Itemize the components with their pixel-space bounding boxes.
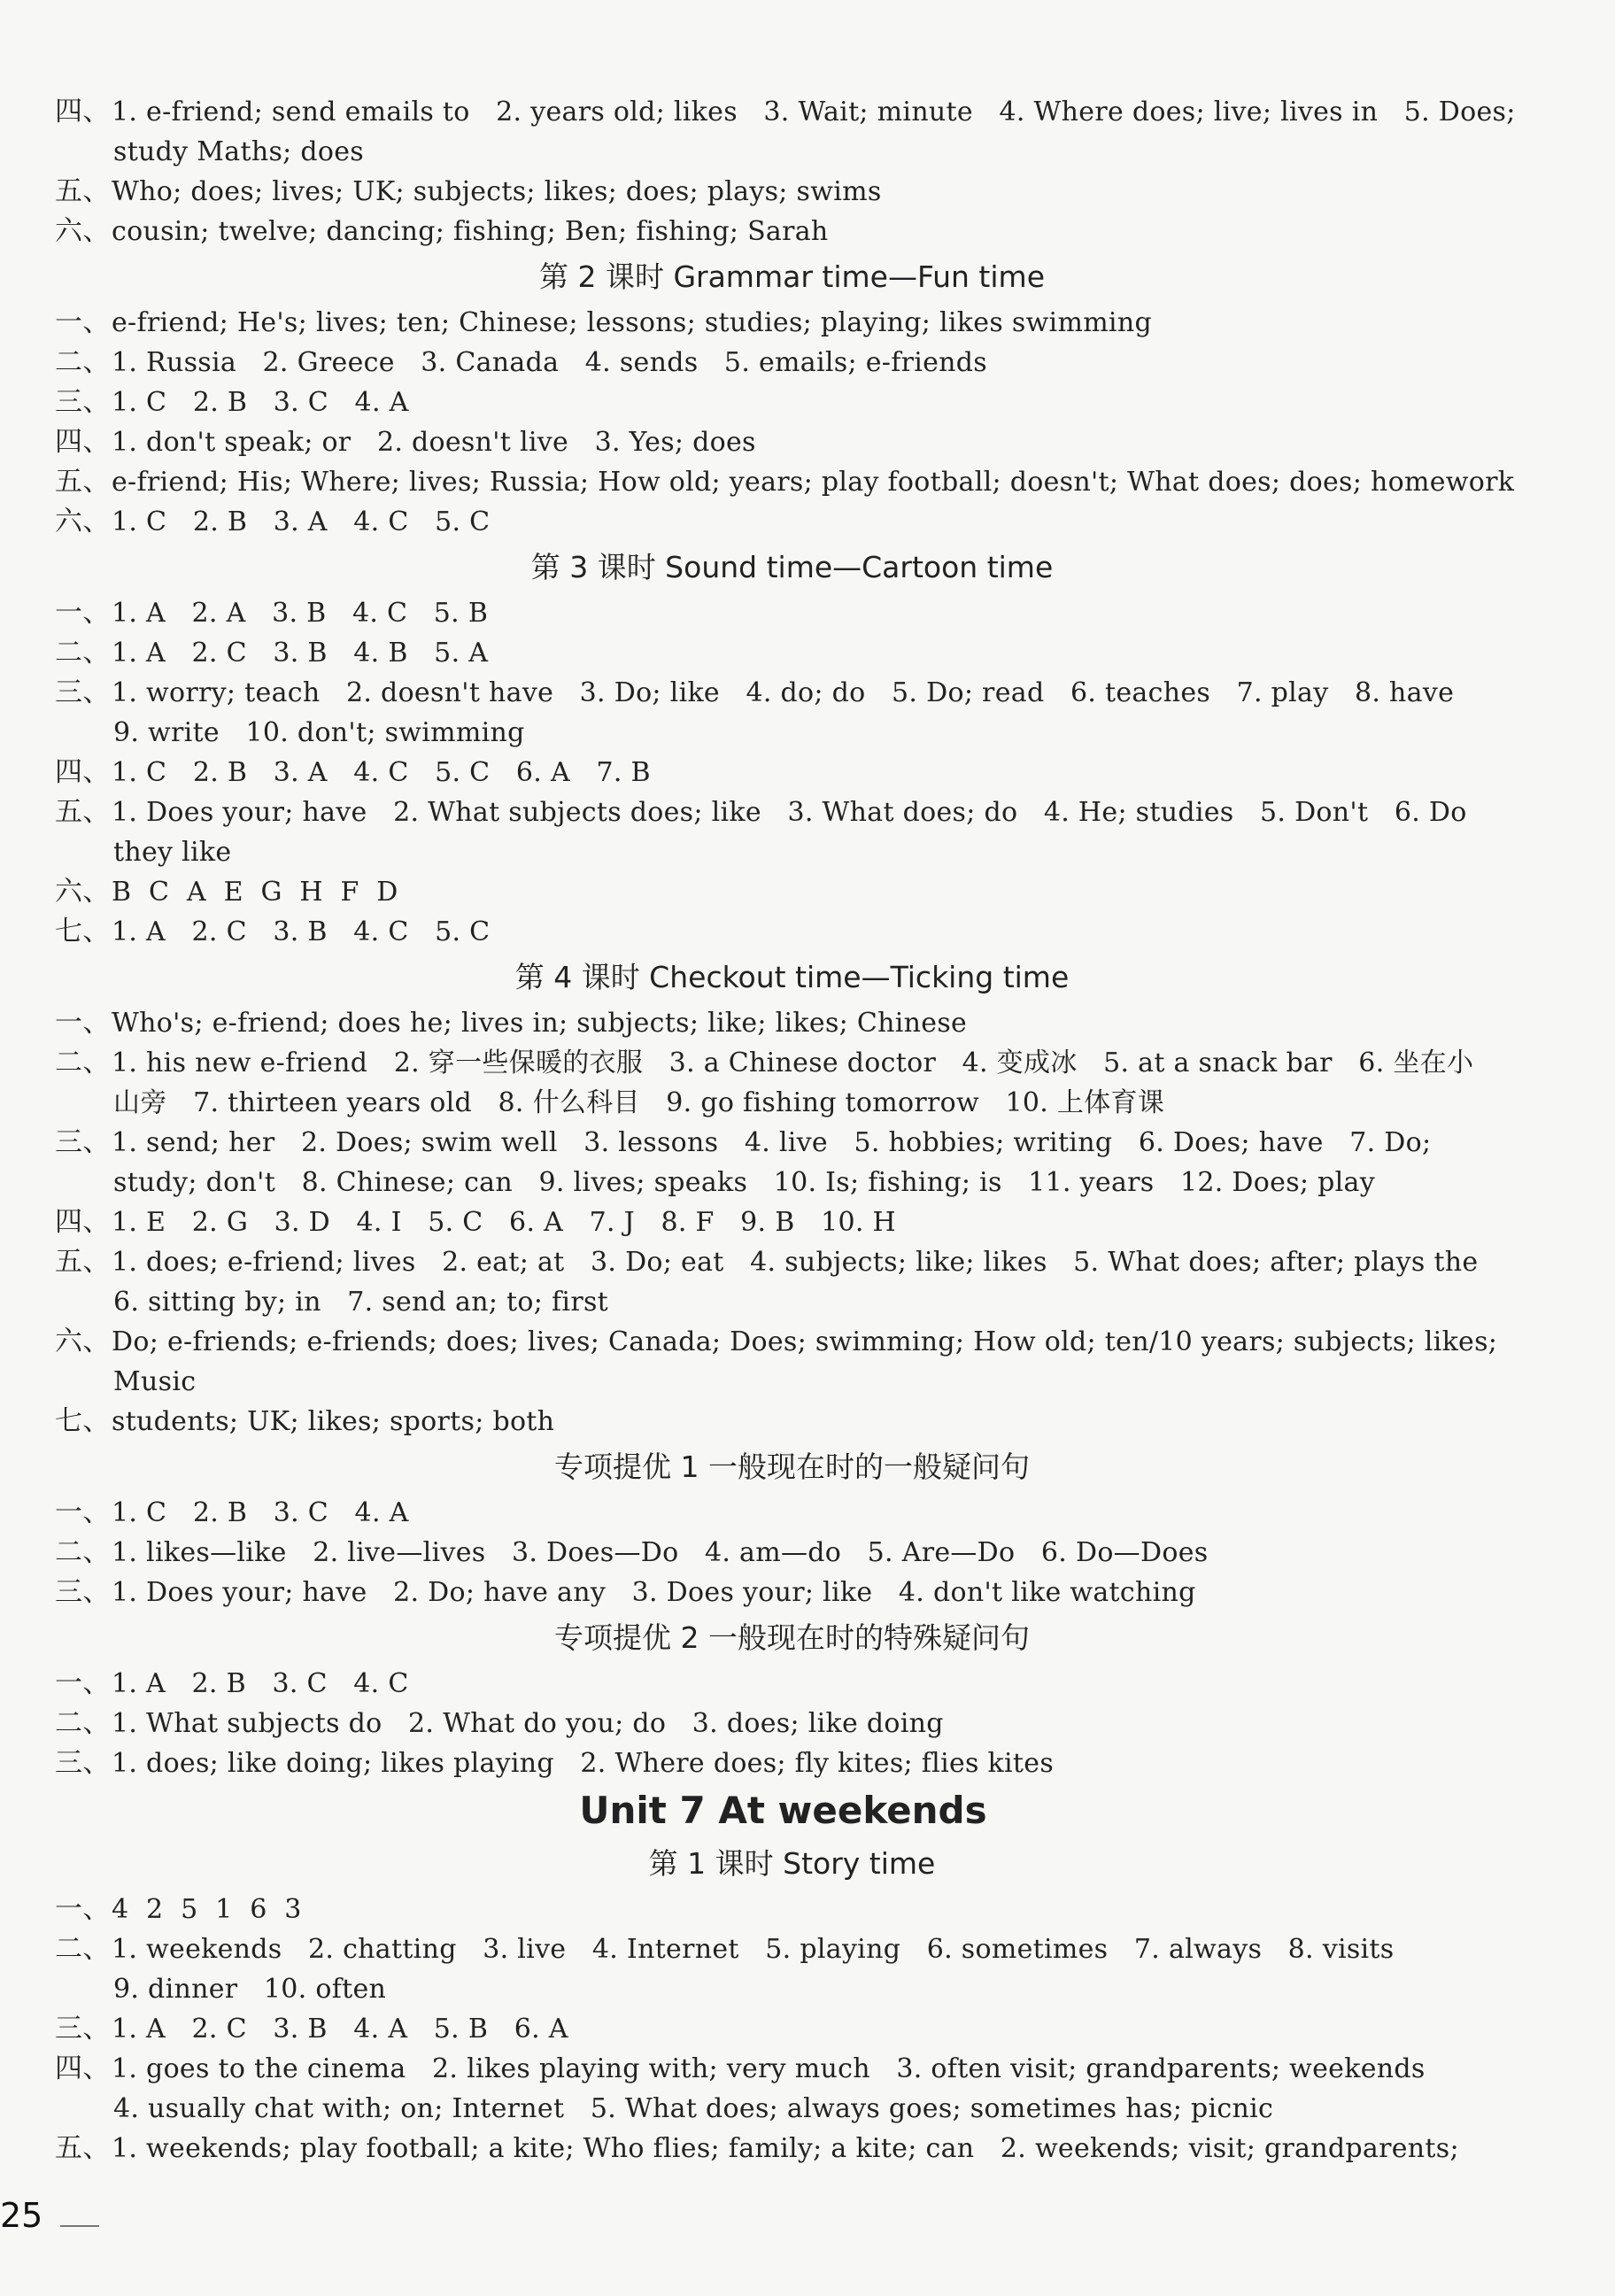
- question-number-label: 五、: [55, 1246, 111, 1278]
- answer-line: [55, 2129, 1511, 2168]
- question-number-label: 五、: [55, 2132, 111, 2164]
- section-heading: 第 3 课时 Sound time—Cartoon time: [530, 550, 1054, 584]
- answer-line: [55, 343, 1511, 383]
- answer-content: [55, 92, 1516, 2168]
- answer-text: 1. does; like doing; likes playing 2. Where does; fly kites; flies kites: [112, 1748, 1055, 1779]
- answer-text: 1. C 2. B 3. A 4. C 5. C 6. A 7. B: [112, 757, 651, 788]
- answer-text: 1. What subjects do 2. What do you; do 3. does; like doing: [112, 1708, 944, 1739]
- section-heading: 第 1 课时 Story time: [648, 1846, 936, 1881]
- section-heading: 专项提优 1 一般现在时的一般疑问句: [554, 1449, 1030, 1484]
- question-number-label: 五、: [55, 796, 111, 828]
- answer-text: 1. Does your; have 2. Do; have any 3. Does your; like 4. don't like watching: [112, 1577, 1196, 1608]
- question-number-label: 七、: [55, 1405, 111, 1437]
- answer-text: 1. A 2. A 3. B 4. C 5. B: [112, 598, 489, 629]
- answer-line: [55, 593, 1511, 633]
- answer-line: [55, 1743, 1511, 1783]
- answer-line: [55, 1043, 1511, 1083]
- answer-line: [55, 1242, 1511, 1282]
- answer-line: [55, 422, 1511, 462]
- page-number: 25: [0, 2196, 43, 2235]
- answer-line: [55, 462, 1515, 502]
- question-number-label: 六、: [55, 215, 111, 247]
- answer-line: [55, 1573, 1511, 1612]
- answer-line-continued: 4. usually chat with; on; Internet 5. What does; always goes; sometimes has; picnic: [113, 2093, 1274, 2124]
- answer-line: [55, 1704, 1511, 1743]
- answer-text: Who; does; lives; UK; subjects; likes; does; plays; swims: [112, 176, 882, 207]
- question-number-label: 三、: [55, 1747, 111, 1779]
- answer-text: 1. E 2. G 3. D 4. I 5. C 6. A 7. J 8. F 9. B 10. H: [112, 1207, 896, 1238]
- page-number-rule: [60, 2225, 99, 2227]
- answer-line: [55, 1322, 1511, 1362]
- answer-line: [55, 753, 1511, 792]
- answer-line: [55, 2049, 1511, 2089]
- answer-text: 4 2 5 1 6 3: [112, 1894, 302, 1925]
- answer-text: 1. C 2. B 3. C 4. A: [112, 1497, 409, 1528]
- question-number-label: 二、: [55, 637, 111, 669]
- answer-line: [55, 633, 1511, 673]
- question-number-label: 三、: [55, 386, 111, 418]
- section-heading: 第 2 课时 Grammar time—Fun time: [538, 259, 1045, 294]
- answer-line: [55, 1890, 1511, 1929]
- answer-line: [55, 383, 1511, 422]
- question-number-label: 六、: [55, 506, 111, 537]
- answer-line: [55, 1493, 1511, 1533]
- answer-text: 1. e-friend; send emails to 2. years old; likes 3. Wait; minute 4. Where does; live; lives in 5. Does;: [112, 97, 1516, 128]
- question-number-label: 五、: [55, 466, 111, 498]
- question-number-label: 一、: [55, 1667, 111, 1699]
- answer-line: [55, 1202, 1511, 1242]
- answer-line-continued: 山旁 7. thirteen years old 8. 什么科目 9. go fishing tomorrow 10. 上体育课: [113, 1087, 1165, 1118]
- answer-line: [55, 92, 1516, 132]
- answer-text: e-friend; His; Where; lives; Russia; How old; years; play football; doesn't; What does; does; homework: [112, 467, 1515, 498]
- answer-text: 1. Russia 2. Greece 3. Canada 4. sends 5. emails; e-friends: [112, 347, 988, 378]
- question-number-label: 四、: [55, 2052, 111, 2084]
- answer-text: 1. A 2. C 3. B 4. C 5. C: [112, 916, 491, 947]
- answer-line-continued: study Maths; does: [113, 136, 364, 167]
- answer-line-continued: Music: [113, 1366, 197, 1397]
- answer-text: cousin; twelve; dancing; fishing; Ben; fishing; Sarah: [112, 216, 829, 247]
- question-number-label: 一、: [55, 1893, 111, 1925]
- answer-line: [55, 1533, 1511, 1573]
- answer-line: [55, 1664, 1511, 1704]
- question-number-label: 四、: [55, 96, 111, 128]
- question-number-label: 一、: [55, 1007, 111, 1039]
- answer-text: 1. Does your; have 2. What subjects does; like 3. What does; do 4. He; studies 5. Don't 6. Do: [112, 797, 1467, 828]
- answer-text: 1. A 2. C 3. B 4. B 5. A: [112, 638, 489, 669]
- answer-line: [55, 872, 1511, 912]
- question-number-label: 三、: [55, 2013, 111, 2045]
- answer-line-continued: they like: [113, 837, 232, 868]
- answer-text: Who's; e-friend; does he; lives in; subjects; like; likes; Chinese: [112, 1008, 968, 1039]
- unit-title: Unit 7 At weekends: [579, 1789, 987, 1832]
- answer-text: 1. worry; teach 2. doesn't have 3. Do; like 4. do; do 5. Do; read 6. teaches 7. play 8. have: [112, 677, 1455, 708]
- section-heading: 专项提优 2 一般现在时的特殊疑问句: [554, 1620, 1030, 1655]
- answer-text: 1. likes—like 2. live—lives 3. Does—Do 4. am—do 5. Are—Do 6. Do—Does: [112, 1537, 1209, 1568]
- question-number-label: 一、: [55, 306, 111, 338]
- answer-line-continued: 6. sitting by; in 7. send an; to; first: [113, 1287, 609, 1318]
- answer-text: 1. C 2. B 3. C 4. A: [112, 387, 409, 418]
- answer-line: [55, 502, 1511, 542]
- answer-line: [55, 673, 1511, 713]
- question-number-label: 四、: [55, 426, 111, 458]
- answer-line: [55, 172, 1511, 212]
- section-heading: 第 4 课时 Checkout time—Ticking time: [514, 960, 1070, 994]
- answer-line: [55, 912, 1511, 952]
- answer-text: 1. goes to the cinema 2. likes playing with; very much 3. often visit; grandparents; weekends: [112, 2053, 1426, 2084]
- question-number-label: 一、: [55, 1496, 111, 1528]
- answer-line: [55, 1123, 1511, 1163]
- answer-text: 1. weekends 2. chatting 3. live 4. Internet 5. playing 6. sometimes 7. always 8. visits: [112, 1934, 1395, 1965]
- answer-text: 1. send; her 2. Does; swim well 3. lessons 4. live 5. hobbies; writing 6. Does; have 7. Do;: [112, 1127, 1432, 1158]
- answer-line-continued: study; don't 8. Chinese; can 9. lives; speaks 10. Is; fishing; is 11. years 12. Does; play: [113, 1167, 1375, 1198]
- answer-line: [55, 1402, 1511, 1442]
- answer-text: 1. don't speak; or 2. doesn't live 3. Yes; does: [112, 427, 756, 458]
- answer-line: [55, 792, 1511, 832]
- answer-line: [55, 1929, 1511, 1969]
- answer-line: [55, 212, 1511, 251]
- answer-line: [55, 2009, 1511, 2049]
- question-number-label: 一、: [55, 597, 111, 629]
- question-number-label: 五、: [55, 175, 111, 207]
- question-number-label: 二、: [55, 1536, 111, 1568]
- question-number-label: 六、: [55, 1326, 111, 1357]
- question-number-label: 三、: [55, 676, 111, 708]
- question-number-label: 三、: [55, 1576, 111, 1608]
- answer-text: 1. A 2. B 3. C 4. C: [112, 1668, 409, 1699]
- question-number-label: 二、: [55, 1047, 111, 1078]
- answer-line: [55, 303, 1511, 343]
- question-number-label: 四、: [55, 756, 111, 788]
- question-number-label: 六、: [55, 876, 111, 908]
- question-number-label: 二、: [55, 346, 111, 378]
- answer-text: B C A E G H F D: [112, 877, 398, 908]
- question-number-label: 七、: [55, 916, 111, 947]
- answer-text: students; UK; likes; sports; both: [112, 1406, 555, 1437]
- answer-text: Do; e-friends; e-friends; does; lives; Canada; Does; swimming; How old; ten/10 years; subjects; likes;: [112, 1326, 1498, 1357]
- answer-text: 1. weekends; play football; a kite; Who flies; family; a kite; can 2. weekends; visit; grandparents;: [112, 2133, 1459, 2164]
- answer-text: e-friend; He's; lives; ten; Chinese; lessons; studies; playing; likes swimming: [112, 307, 1152, 338]
- question-number-label: 四、: [55, 1206, 111, 1238]
- question-number-label: 二、: [55, 1707, 111, 1739]
- question-number-label: 三、: [55, 1126, 111, 1158]
- question-number-label: 二、: [55, 1933, 111, 1965]
- answer-text: 1. C 2. B 3. A 4. C 5. C: [112, 506, 491, 537]
- answer-text: 1. A 2. C 3. B 4. A 5. B 6. A: [112, 2014, 568, 2045]
- answer-line-continued: 9. write 10. don't; swimming: [113, 717, 525, 748]
- answer-line: [55, 1003, 1511, 1043]
- answer-line-continued: 9. dinner 10. often: [113, 1974, 387, 2005]
- answer-text: 1. his new e-friend 2. 穿一些保暖的衣服 3. a Chinese doctor 4. 变成冰 5. at a snack bar 6. 坐在小: [112, 1048, 1474, 1078]
- answer-text: 1. does; e-friend; lives 2. eat; at 3. Do; eat 4. subjects; like; likes 5. What does; after; plays the: [112, 1247, 1479, 1278]
